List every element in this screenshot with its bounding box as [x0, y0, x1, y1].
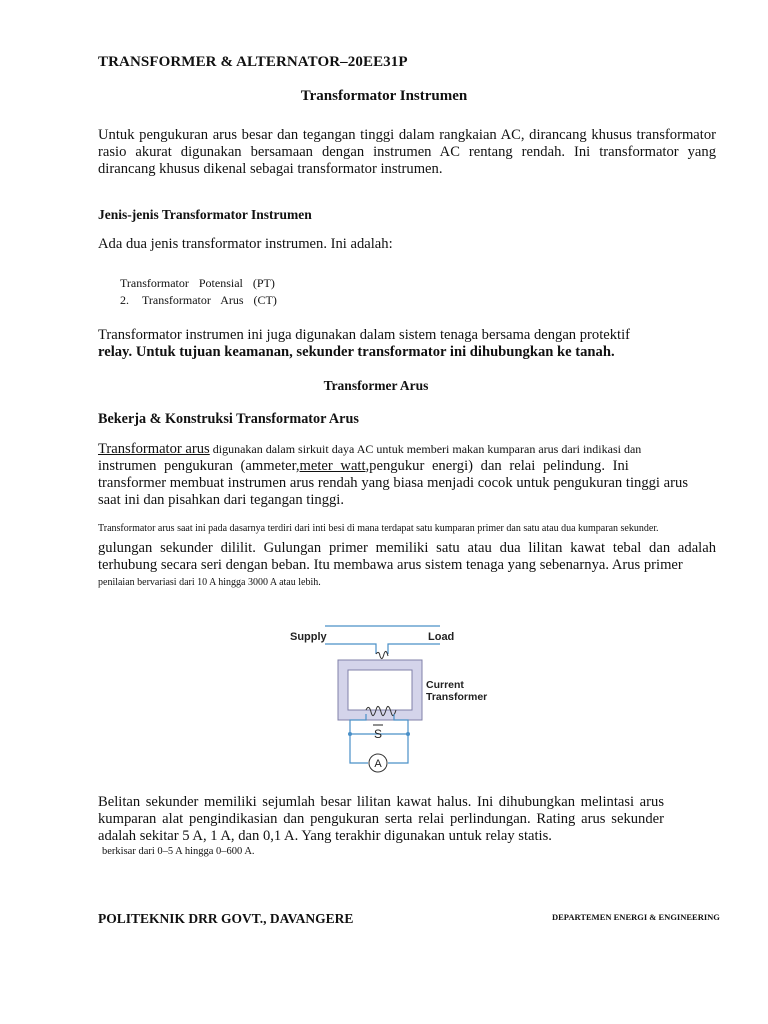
- ct-core-small-2: penilaian bervariasi dari 10 A hingga 3000 A atau lebih.: [98, 577, 321, 588]
- type-item-2: Transformator Arus (CT): [142, 293, 277, 307]
- supply-label: Supply: [290, 631, 327, 643]
- ct-core-small: Transformator arus saat ini pada dasarnya terdiri dari inti besi di mana terdapat satu kumparan primer dan satu atau dua kumparan sekunder.: [98, 523, 659, 534]
- footer-left: POLITEKNIK DRR GOVT., DAVANGERE: [98, 911, 354, 926]
- main-heading: Transformator Instrumen: [300, 88, 468, 104]
- footer-right: DEPARTEMEN ENERGI & ENGINEERING: [552, 912, 720, 922]
- switch-node-right: [406, 732, 410, 736]
- secondary-left-lead: [350, 714, 368, 763]
- type-item-2-number: 2.: [120, 293, 129, 307]
- secondary-paragraph: Belitan sekunder memiliki sejumlah besar lilitan kawat halus. Ini dihubungkan melintasi arus kumparan alat pengindikasian dan pengukuran serta relai perlindungan. Rating arus sekunder adalah sekitar 5 A, 1 A, dan 0,1 A. Yang terakhir digunakan untuk relay statis.: [98, 794, 664, 844]
- core-window: [348, 670, 412, 710]
- ct-label-line1: Current: [426, 679, 464, 691]
- work-heading: Bekerja & Konstruksi Transformator Arus: [98, 411, 359, 427]
- ammeter-label: A: [374, 758, 382, 770]
- ct-link[interactable]: Transformator arus: [98, 441, 210, 457]
- ct-intro-line2-b: ,pengukur energi) dan relai pelindung. Ini: [365, 458, 629, 474]
- secondary-right-lead: [388, 714, 408, 763]
- ct-intro-rest: transformer membuat instrumen arus rendah yang biasa menjadi cocok untuk pengukuran tinggi arus saat ini dan pisahkan dari tegangan tinggi.: [98, 475, 688, 508]
- supply-line: [325, 644, 376, 654]
- ct-heading: Transformer Arus: [323, 378, 429, 393]
- protective-line-normal: Transformator instrumen ini juga digunakan dalam sistem tenaga bersama dengan protektif: [98, 327, 630, 343]
- ct-label-line2: Transformer: [426, 691, 488, 703]
- ct-intro-line2-a: instrumen pengukuran (ammeter,: [98, 458, 300, 474]
- switch-label: S: [373, 727, 383, 741]
- switch-node-left: [348, 732, 352, 736]
- ct-intro-paragraph: [98, 440, 702, 509]
- protective-paragraph: [98, 327, 630, 361]
- document-header-title: TRANSFORMER & ALTERNATOR–20EE31P: [98, 54, 408, 70]
- secondary-small: berkisar dari 0–5 A hingga 0–600 A.: [102, 846, 255, 857]
- intro-paragraph: Untuk pengukuran arus besar dan tegangan tinggi dalam rangkaian AC, dirancang khusus transformator rasio akurat digunakan bersamaan dengan instrumen AC rentang rendah. Ini transformator yang dirancang khusus dikenal sebagai transformator instrumen.: [98, 127, 716, 177]
- current-transformer-diagram: [280, 618, 510, 778]
- types-heading: Jenis-jenis Transformator Instrumen: [98, 207, 312, 222]
- protective-line-bold: relay. Untuk tujuan keamanan, sekunder transformator ini dihubungkan ke tanah.: [98, 344, 615, 360]
- types-lead: Ada dua jenis transformator instrumen. Ini adalah:: [98, 236, 393, 252]
- ct-intro-small: digunakan dalam sirkuit daya AC untuk memberi makan kumparan arus dari indikasi dan: [209, 442, 642, 456]
- load-label: Load: [428, 631, 455, 643]
- type-item-1: Transformator Potensial (PT): [120, 276, 275, 290]
- load-line: [388, 644, 440, 654]
- ct-core-paragraph: gulungan sekunder dililit. Gulungan primer memiliki satu atau dua lilitan kawat tebal dan adalah terhubung secara seri dengan beban. Itu membawa arus sistem tenaga yang sebenarnya. Arus primer: [98, 540, 716, 573]
- meter-watt-link[interactable]: meter watt: [299, 458, 366, 474]
- primary-winding: [376, 651, 388, 658]
